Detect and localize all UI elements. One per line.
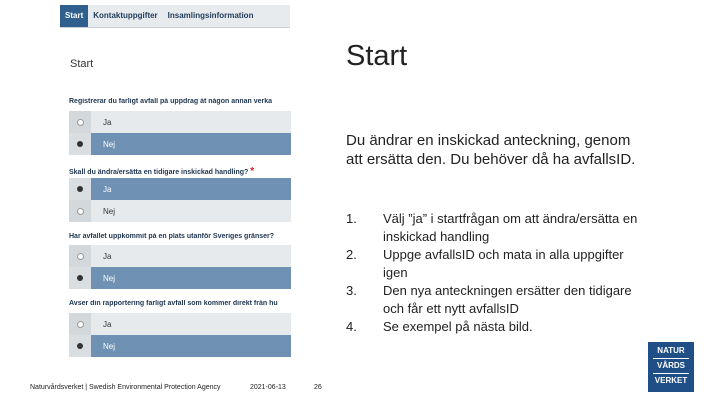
radio-button[interactable]: [69, 245, 91, 267]
radio-option-ja[interactable]: [69, 245, 291, 267]
slide-intro: Du ändrar en inskickad anteckning, genom att ersätta den. Du behöver då ha avfallsID.: [346, 132, 636, 168]
radio-button[interactable]: [69, 313, 91, 335]
radio-option-ja[interactable]: [69, 313, 291, 335]
question-label: Avser din rapportering farligt avfall som kommer direkt från hu: [69, 300, 278, 307]
logo-text: VÅRDS: [656, 361, 685, 370]
radio-option-nej[interactable]: [69, 200, 291, 222]
footer-organization: Naturvårdsverket | Swedish Environmental Protection Agency: [30, 384, 221, 391]
form-title: Start: [70, 58, 94, 70]
step-text: Välj ”ja” i startfrågan om att ändra/ersätta en inskickad handling: [383, 211, 638, 244]
logo-text: VERKET: [654, 376, 688, 385]
step-number: 2.: [346, 247, 357, 262]
step-number: 1.: [346, 211, 357, 226]
slide-title: Start: [346, 40, 408, 72]
naturvardsverket-logo: [648, 342, 694, 392]
option-label: Ja: [103, 319, 112, 329]
radio-option-ja[interactable]: [69, 111, 291, 133]
radio-button[interactable]: [69, 133, 91, 155]
form-tab-bar: [60, 5, 290, 28]
option-label: Nej: [103, 139, 116, 149]
required-marker: *: [250, 166, 255, 177]
footer-page-number: 26: [314, 384, 322, 391]
option-label: Ja: [103, 184, 112, 194]
step-number: 3.: [346, 283, 357, 298]
radio-button[interactable]: [69, 335, 91, 357]
option-label: Ja: [103, 117, 112, 127]
radio-option-nej[interactable]: [69, 133, 291, 155]
steps-list: [346, 210, 646, 336]
step-text: Den nya anteckningen ersätter den tidigare och får ett nytt avfallsID: [383, 283, 632, 316]
question-text: Skall du ändra/ersätta en tidigare inskickad handling?: [69, 169, 249, 176]
option-label: Ja: [103, 251, 112, 261]
radio-option-nej[interactable]: [69, 267, 291, 289]
list-item: [346, 246, 646, 282]
step-text: Uppge avfallsID och mata in alla uppgifter igen: [383, 247, 624, 280]
footer-date: 2021-06-13: [250, 384, 286, 391]
list-item: [346, 210, 646, 246]
tab-insamlingsinformation[interactable]: Insamlingsinformation: [167, 11, 254, 20]
radio-button[interactable]: [69, 178, 91, 200]
radio-button[interactable]: [69, 111, 91, 133]
question-label: Registrerar du farligt avfall på uppdrag åt någon annan verka: [69, 98, 273, 105]
question-label: [69, 166, 291, 177]
list-item: [346, 282, 646, 318]
tab-start[interactable]: Start: [60, 5, 88, 27]
step-text: Se exempel på nästa bild.: [383, 319, 533, 334]
question-label: Har avfallet uppkommit på en plats utanför Sveriges gränser?: [69, 233, 274, 240]
list-item: [346, 318, 646, 336]
radio-option-nej[interactable]: [69, 335, 291, 357]
option-label: Nej: [103, 206, 116, 216]
option-label: Nej: [103, 273, 116, 283]
radio-option-ja[interactable]: [69, 178, 291, 200]
step-number: 4.: [346, 319, 357, 334]
tab-kontaktuppgifter[interactable]: Kontaktuppgifter: [93, 11, 158, 20]
radio-button[interactable]: [69, 267, 91, 289]
radio-button[interactable]: [69, 200, 91, 222]
option-label: Nej: [103, 341, 116, 351]
logo-text: NATUR: [657, 346, 685, 355]
